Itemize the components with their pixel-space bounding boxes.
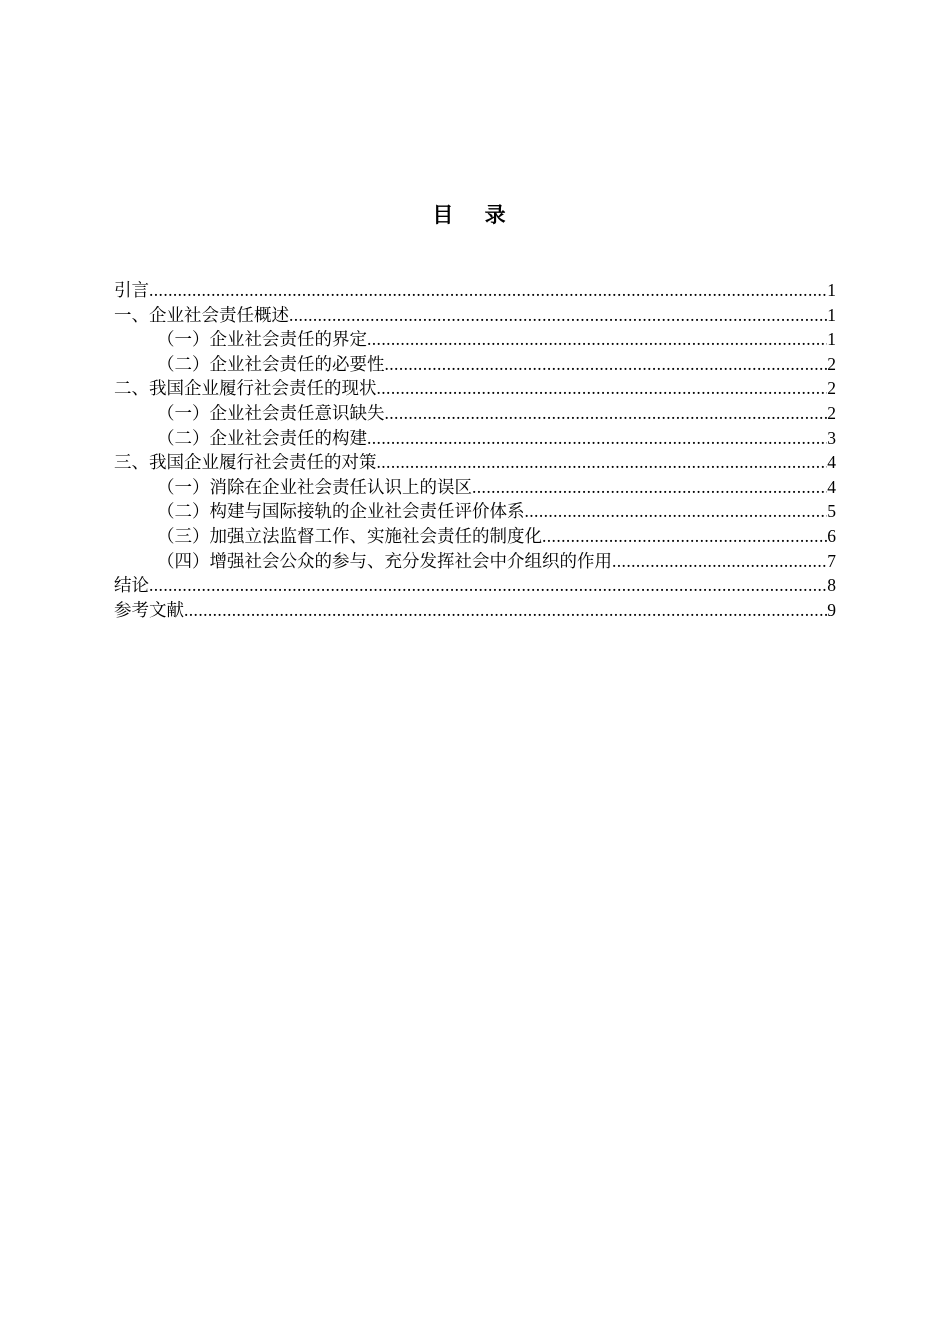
toc-entry-label: 参考文献	[114, 600, 184, 621]
toc-page-number: 7	[827, 550, 836, 571]
toc-title: 目 录	[432, 203, 518, 227]
toc-page-number: 2	[827, 402, 836, 423]
toc-entry-label: （二）构建与国际接轨的企业社会责任评价体系	[157, 502, 525, 523]
toc-entry-section-1-2[interactable]	[114, 352, 836, 377]
toc-entry-section-2-1[interactable]	[114, 401, 836, 426]
toc-page-number: 1	[827, 329, 836, 350]
toc-entry-references[interactable]	[114, 598, 836, 623]
toc-dot-leader	[542, 524, 827, 549]
toc-dot-leader	[149, 278, 827, 303]
toc-entry-label: （一）企业社会责任的界定	[157, 330, 367, 351]
toc-entry-label: 三、我国企业履行社会责任的对策	[114, 453, 377, 474]
toc-page-number: 9	[827, 599, 836, 620]
toc-entry-chapter-2[interactable]	[114, 376, 836, 401]
toc-entry-label: （一）消除在企业社会责任认识上的误区	[157, 477, 472, 498]
toc-entry-section-3-3[interactable]	[114, 524, 836, 549]
toc-dot-leader	[289, 303, 827, 328]
toc-page-number: 1	[827, 280, 836, 300]
toc-dot-leader	[525, 499, 828, 524]
toc-page-number: 2	[827, 353, 836, 374]
toc-dot-leader	[385, 352, 828, 377]
toc-page-number: 6	[827, 525, 836, 546]
toc-entry-label: （一）企业社会责任意识缺失	[157, 403, 385, 424]
toc-entry-label: （二）企业社会责任的构建	[157, 428, 367, 449]
toc-page-number: 5	[827, 501, 836, 522]
toc-dot-leader	[377, 450, 828, 475]
toc-dot-leader	[184, 598, 827, 623]
toc-entry-chapter-1[interactable]	[114, 303, 836, 328]
toc-entry-introduction[interactable]	[114, 278, 836, 303]
toc-entry-conclusion[interactable]	[114, 573, 836, 598]
toc-dot-leader	[612, 549, 827, 574]
toc-entry-section-2-2[interactable]	[114, 426, 836, 451]
toc-dot-leader	[472, 475, 827, 500]
toc-entry-section-1-1[interactable]	[114, 327, 836, 352]
toc-dot-leader	[385, 401, 828, 426]
toc-page-number: 8	[827, 575, 836, 596]
toc-dot-leader	[367, 426, 827, 451]
toc-dot-leader	[367, 327, 827, 352]
toc-entry-label: 一、企业社会责任概述	[114, 305, 289, 326]
toc-entry-section-3-1[interactable]	[114, 475, 836, 500]
toc-page-number: 3	[827, 427, 836, 448]
toc-dot-leader	[149, 573, 827, 598]
toc-dot-leader	[377, 376, 828, 401]
toc-entry-label: 结论	[114, 576, 149, 597]
toc-entry-label: （二）企业社会责任的必要性	[157, 354, 385, 375]
toc-entry-section-3-2[interactable]	[114, 499, 836, 524]
toc-entry-label: 引言	[114, 281, 149, 301]
toc-entry-label: （四）增强社会公众的参与、充分发挥社会中介组织的作用	[157, 551, 612, 572]
toc-page-number: 1	[827, 304, 836, 325]
toc-entry-section-3-4[interactable]	[114, 549, 836, 574]
toc-entry-label: 二、我国企业履行社会责任的现状	[114, 379, 377, 400]
table-of-contents	[114, 278, 836, 622]
toc-page-number: 4	[827, 452, 836, 473]
toc-page-number: 4	[827, 476, 836, 497]
toc-entry-chapter-3[interactable]	[114, 450, 836, 475]
toc-page-number: 2	[827, 378, 836, 399]
toc-entry-label: （三）加强立法监督工作、实施社会责任的制度化	[157, 526, 542, 547]
